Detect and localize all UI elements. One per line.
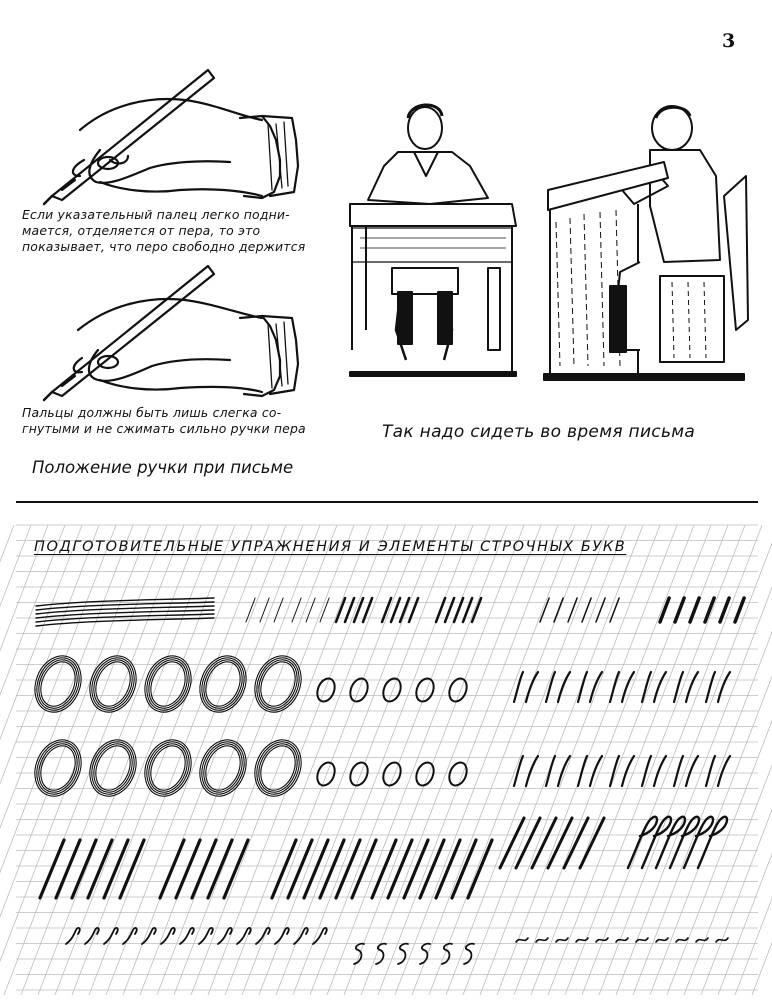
grid-slant-line — [667, 525, 772, 995]
slant-stroke — [246, 598, 255, 622]
oval-exercise — [249, 651, 306, 716]
page-number: 3 — [722, 30, 736, 52]
long-slant — [516, 818, 540, 868]
grid-slant-line — [55, 525, 235, 995]
curl-stroke — [199, 928, 213, 944]
oval-exercise — [27, 733, 90, 803]
oval-exercise — [27, 649, 90, 719]
grid-slant-line — [582, 525, 762, 995]
hatch-stroke — [36, 610, 214, 618]
loop-stroke — [684, 817, 713, 868]
curl-stroke — [275, 928, 289, 944]
grid-slant-line — [310, 525, 490, 995]
grid-slant-line — [752, 525, 772, 995]
long-slant — [436, 840, 460, 898]
long-slant — [468, 840, 492, 898]
hook-stroke — [706, 756, 730, 786]
long-slant — [176, 840, 200, 898]
hook-stroke — [546, 756, 570, 786]
hatch-stroke — [36, 614, 214, 622]
slant-stroke — [345, 598, 354, 622]
loop-stroke — [698, 817, 727, 868]
posture-caption: Так надо сидеть во время письма — [382, 422, 696, 442]
slant-stroke — [610, 598, 619, 622]
small-oval — [380, 760, 404, 788]
slant-stroke — [472, 598, 481, 622]
slant-stroke — [274, 598, 283, 622]
oval-exercise — [194, 651, 251, 716]
long-slant — [352, 840, 376, 898]
hook-stroke — [642, 672, 666, 702]
slant-stroke — [554, 598, 563, 622]
slant-stroke — [454, 598, 463, 622]
slant-stroke — [320, 598, 329, 622]
oval-exercise — [35, 657, 82, 712]
hatch-stroke — [36, 602, 214, 610]
grid-slant-line — [0, 525, 65, 995]
oval-exercise — [194, 735, 251, 800]
long-slant — [500, 818, 524, 868]
long-slant — [72, 840, 96, 898]
slant-stroke — [690, 598, 699, 622]
long-slant — [548, 818, 572, 868]
small-oval — [380, 676, 404, 704]
curl-stroke — [161, 928, 175, 944]
small-oval — [446, 676, 470, 704]
small-oval — [413, 760, 437, 788]
grid-slant-line — [0, 525, 82, 995]
oval-exercise — [192, 733, 255, 803]
tilde-stroke — [516, 938, 528, 942]
figure-stroke — [420, 944, 430, 964]
grid-slant-line — [633, 525, 772, 995]
loop-stroke — [642, 817, 671, 868]
long-slant — [104, 840, 128, 898]
oval-exercise — [90, 657, 137, 712]
grid-slant-line — [72, 525, 252, 995]
grid-slant-line — [293, 525, 473, 995]
oval-exercise — [249, 735, 306, 800]
hook-stroke — [514, 756, 538, 786]
grid-slant-line — [38, 525, 218, 995]
long-slant — [56, 840, 80, 898]
pen-hold-caption-top: Если указательный палец легко подни- мается, отделяется от пера, то это показывает, что перо свободно держится — [22, 207, 306, 254]
hook-stroke — [546, 672, 570, 702]
loop-stroke — [656, 817, 685, 868]
hook-stroke — [578, 756, 602, 786]
grid-slant-line — [4, 525, 184, 995]
grid-slant-line — [412, 525, 592, 995]
grid-slant-line — [531, 525, 711, 995]
slant-stroke — [391, 598, 400, 622]
pen-hold-title: Положение ручки при письме — [32, 458, 294, 477]
oval-exercise — [137, 733, 200, 803]
curl-stroke — [313, 928, 327, 944]
hook-stroke — [610, 672, 634, 702]
grid-slant-line — [259, 525, 439, 995]
small-oval — [347, 676, 371, 704]
long-slant — [208, 840, 232, 898]
long-slant — [192, 840, 216, 898]
slant-stroke — [735, 598, 744, 622]
curl-stroke — [237, 928, 251, 944]
small-oval — [314, 676, 338, 704]
tilde-stroke — [696, 938, 708, 942]
hook-stroke — [674, 756, 698, 786]
oval-exercise — [252, 738, 304, 798]
grid-slant-line — [684, 525, 772, 995]
slant-stroke — [400, 598, 409, 622]
long-slant — [420, 840, 444, 898]
oval-exercise — [87, 738, 139, 798]
grid-slant-line — [361, 525, 541, 995]
small-oval — [446, 760, 470, 788]
grid-slant-line — [0, 525, 116, 995]
curl-stroke — [294, 928, 308, 944]
grid-slant-line — [123, 525, 303, 995]
tilde-stroke — [636, 938, 648, 942]
tilde-stroke — [616, 938, 628, 942]
grid-slant-line — [0, 525, 31, 995]
grid-slant-line — [208, 525, 388, 995]
grid-slant-line — [0, 525, 99, 995]
slant-stroke — [306, 598, 315, 622]
grid-slant-line — [174, 525, 354, 995]
grid-slant-line — [0, 525, 133, 995]
oval-exercise — [139, 651, 196, 716]
grid-slant-line — [616, 525, 772, 995]
slant-stroke — [720, 598, 729, 622]
grid-slant-line — [242, 525, 422, 995]
slant-stroke — [382, 598, 391, 622]
oval-exercise — [35, 741, 82, 796]
grid-slant-line — [327, 525, 507, 995]
figure-stroke — [376, 944, 386, 964]
oval-exercise — [200, 657, 247, 712]
grid-slant-line — [718, 525, 772, 995]
slant-stroke — [582, 598, 591, 622]
grid-slant-line — [0, 525, 150, 995]
slant-stroke — [660, 598, 669, 622]
long-slant — [88, 840, 112, 898]
grid-slant-line — [21, 525, 201, 995]
long-slant — [404, 840, 428, 898]
oval-exercise — [87, 654, 139, 714]
hatch-stroke — [36, 618, 214, 626]
long-slant — [532, 818, 556, 868]
grid-slant-line — [276, 525, 456, 995]
grid-slant-line — [480, 525, 660, 995]
small-oval — [314, 760, 338, 788]
student-side-icon — [544, 106, 748, 380]
calligraphy-grid — [0, 525, 772, 995]
oval-exercise — [139, 735, 196, 800]
grid-slant-line — [89, 525, 269, 995]
exercises-title: ПОДГОТОВИТЕЛЬНЫЕ УПРАЖНЕНИЯ И ЭЛЕМЕНТЫ СТРОЧНЫХ БУКВ — [34, 539, 627, 555]
hatch-stroke — [36, 606, 214, 614]
curl-stroke — [142, 928, 156, 944]
grid-slant-line — [446, 525, 626, 995]
oval-exercise — [29, 735, 86, 800]
grid-slant-line — [157, 525, 337, 995]
grid-slant-line — [650, 525, 772, 995]
tilde-stroke — [536, 938, 548, 942]
grid-slant-line — [548, 525, 728, 995]
hook-stroke — [578, 672, 602, 702]
long-slant — [224, 840, 248, 898]
slant-stroke — [596, 598, 605, 622]
slant-stroke — [463, 598, 472, 622]
long-slant — [304, 840, 328, 898]
tilde-stroke — [676, 938, 688, 942]
long-slant — [388, 840, 412, 898]
long-slant — [564, 818, 588, 868]
long-slant — [288, 840, 312, 898]
curl-stroke — [256, 928, 270, 944]
oval-exercise — [82, 649, 145, 719]
grid-slant-line — [395, 525, 575, 995]
oval-exercise — [192, 649, 255, 719]
tilde-stroke — [596, 938, 608, 942]
figure-stroke — [442, 944, 452, 964]
oval-exercise — [247, 649, 310, 719]
grid-slant-line — [0, 525, 14, 995]
hook-stroke — [674, 672, 698, 702]
tilde-stroke — [556, 938, 568, 942]
grid-slant-line — [701, 525, 772, 995]
oval-exercise — [142, 654, 194, 714]
curl-stroke — [104, 928, 118, 944]
curl-stroke — [218, 928, 232, 944]
hook-stroke — [642, 756, 666, 786]
grid-slant-line — [140, 525, 320, 995]
hand-pen-icon-top — [44, 70, 298, 204]
slant-stroke — [540, 598, 549, 622]
curl-stroke — [123, 928, 137, 944]
figure-stroke — [354, 944, 364, 964]
slant-stroke — [568, 598, 577, 622]
long-slant — [40, 840, 64, 898]
oval-exercise — [197, 654, 249, 714]
grid-slant-line — [735, 525, 772, 995]
long-slant — [272, 840, 296, 898]
oval-exercise — [90, 741, 137, 796]
oval-exercise — [145, 741, 192, 796]
oval-exercise — [82, 733, 145, 803]
hatch-stroke — [36, 598, 214, 606]
oval-exercise — [84, 651, 141, 716]
grid-slant-line — [463, 525, 643, 995]
tilde-stroke — [716, 938, 728, 942]
long-slant — [336, 840, 360, 898]
curl-stroke — [85, 928, 99, 944]
hand-pen-icon-bottom — [44, 266, 298, 400]
grid-slant-line — [106, 525, 286, 995]
figure-stroke — [398, 944, 408, 964]
slant-stroke — [409, 598, 418, 622]
tilde-stroke — [576, 938, 588, 942]
calligraphy-exercises — [27, 598, 744, 964]
oval-exercise — [137, 649, 200, 719]
oval-exercise — [255, 741, 302, 796]
grid-slant-line — [344, 525, 524, 995]
oval-exercise — [84, 735, 141, 800]
grid-slant-line — [565, 525, 745, 995]
slant-stroke — [336, 598, 345, 622]
oval-exercise — [32, 654, 84, 714]
oval-exercise — [252, 654, 304, 714]
slant-stroke — [292, 598, 301, 622]
slant-stroke — [675, 598, 684, 622]
grid-slant-line — [378, 525, 558, 995]
tilde-stroke — [656, 938, 668, 942]
long-slant — [580, 818, 604, 868]
loop-stroke — [628, 817, 657, 868]
slant-stroke — [445, 598, 454, 622]
hook-stroke — [610, 756, 634, 786]
oval-exercise — [145, 657, 192, 712]
small-oval — [347, 760, 371, 788]
grid-slant-line — [225, 525, 405, 995]
curl-stroke — [180, 928, 194, 944]
long-slant — [120, 840, 144, 898]
oval-exercise — [255, 657, 302, 712]
slant-stroke — [354, 598, 363, 622]
grid-slant-line — [497, 525, 677, 995]
slant-stroke — [705, 598, 714, 622]
long-slant — [452, 840, 476, 898]
grid-slant-line — [0, 525, 48, 995]
oval-exercise — [29, 651, 86, 716]
hook-stroke — [514, 672, 538, 702]
slant-stroke — [363, 598, 372, 622]
pen-hold-caption-bottom: Пальцы должны быть лишь слегка со- гнутыми и не сжимать сильно ручки пера — [22, 405, 306, 436]
grid-slant-line — [514, 525, 694, 995]
curl-stroke — [66, 928, 80, 944]
long-slant — [320, 840, 344, 898]
oval-exercise — [142, 738, 194, 798]
slant-stroke — [436, 598, 445, 622]
hook-stroke — [706, 672, 730, 702]
grid-slant-line — [599, 525, 772, 995]
grid-slant-line — [191, 525, 371, 995]
long-slant — [372, 840, 396, 898]
slant-stroke — [260, 598, 269, 622]
grid-slant-line — [429, 525, 609, 995]
small-oval — [413, 676, 437, 704]
oval-exercise — [32, 738, 84, 798]
oval-exercise — [197, 738, 249, 798]
oval-exercise — [247, 733, 310, 803]
long-slant — [160, 840, 184, 898]
student-front-icon — [350, 105, 516, 376]
loop-stroke — [670, 817, 699, 868]
grid-slant-line — [0, 525, 167, 995]
figure-stroke — [464, 944, 474, 964]
oval-exercise — [200, 741, 247, 796]
